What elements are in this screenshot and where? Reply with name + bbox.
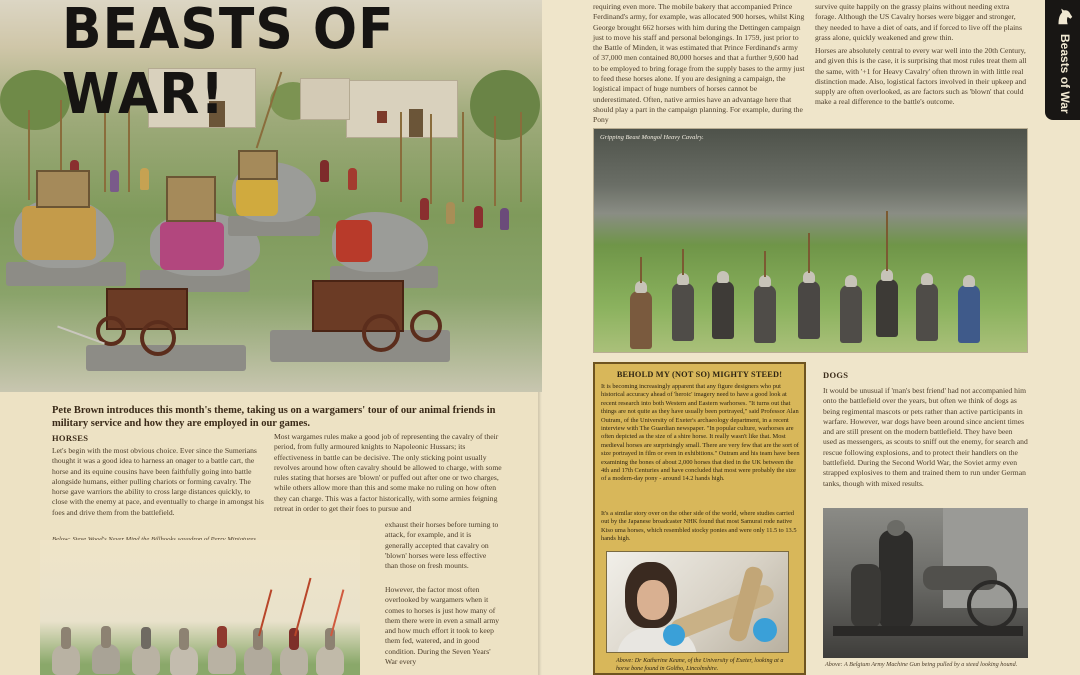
- dogs-text: It would be unusual if 'man's best friend' had not accompanied him onto the battlefield over the years, but often we think of dogs as being regimental mascots or pets rather than active participants in warfare. However, war dogs have been around since ancient times and are still present on the modern battlefield. They have been used as messengers, as scouts to sniff out the enemy, for search and rescue following explosions, and to protect their handlers on the battlefield. During the Second World War, the Soviet army even strapped explosives to them and trained them to run under German tanks, though with mixed results.: [823, 386, 1028, 488]
- horses-col1-text: Let's begin with the most obvious choice. Ever since the Sumerians thought it was a good idea to harness an onager to a battle cart, the horse and its equine cousins have been faithfully going into battle alongside humans, either pulling chariots or forming cavalry. The horse gave warriors the ability to cross large distances quickly, to close with the enemy at pace, and eventually to charge in amongst his foes and drive them from the battlefield.: [52, 446, 264, 517]
- hero-photo-elephants-chariots: [0, 0, 542, 392]
- horses-col2-end-text: However, the factor most often overlooked by wargamers when it comes to horses is just how many of them there were in even a small army and how much effort it took to keep them fed, watered, and in good condition. During the Seven Years' War every: [385, 585, 500, 667]
- horses-col2-text: Most wargames rules make a good job of representing the cavalry of their period, from fully armoured knights to Napoleonic Hussars; its effectiveness in battle can be decisive. The only sticking point usually revolves around how often cavalry should be allowed to charge, with some rules stating that horses are 'blown' or puffed out after one or two charges, while others allow more than this and some make no ruling on how often they can charge. This was a factor historically, with some armies feigning retreat in order to get their foes to pursue and: [274, 432, 502, 514]
- mongol-cavalry-photo: [593, 128, 1028, 353]
- right-col2-text-p2: Horses are absolutely central to every war well into the 20th Century, and given this is the case, it is surprising that most rules treat them all the same, with '+1 for Heavy Cavalry' often thrown in with little real distinction made. Also, logistical factors involved in their upkeep and supply are often overlooked, as are factors such as 'blown' that could make a real difference to the battle's outcome.: [815, 46, 1027, 107]
- researcher-photo-caption: Above: Dr Katherine Keane, of the University of Exeter, looking at a horse bone found in Goltho, Lincolnshire.: [616, 658, 784, 672]
- intro-standfirst: Pete Brown introduces this month's theme, taking us on a wargamers' tour of our animal friends in military service and how they are employed in our games.: [52, 405, 496, 429]
- mongol-photo-caption: Gripping Beast Mongol Heavy Cavalry.: [600, 134, 704, 141]
- belgium-dog-cart-photo: [823, 508, 1028, 658]
- horses-heading: HORSES: [52, 433, 89, 443]
- section-tab: [1043, 0, 1080, 122]
- horses-col2-wrap-text: exhaust their horses before turning to attack, for example, and it is generally accepted that cavalry on 'blown' horses were less effective than those on fresh mounts.: [385, 520, 499, 571]
- researcher-horse-bone-photo: [606, 551, 789, 653]
- sidebar-text-p2: It's a similar story over on the other side of the world, where studies carried out by the Japanese broadcaster NHK found that most Samurai rode native Kiso uma horses, which resembled stocky ponies and were only 11.5 to 13.5 hands high.: [601, 510, 797, 543]
- page-title: BEASTS OF WAR!: [62, 0, 395, 127]
- cavalry-photo-knights: [40, 540, 360, 675]
- dogs-heading: DOGS: [823, 370, 849, 380]
- right-col1-text: requiring even more. The mobile bakery that accompanied Prince Ferdinand's army, for example, was allocated 900 horses, whilst King George brought 662 horses with him during the Dettingen campaign just to move his staff and personal belongings. In 1759, just prior to the Battle of Minden, it was estimated that Prince Ferdinand's army of 37,000 men contained 80,000 horses and that a further 9,600 had to be employed to bring forage from the supply bases to the army just to feed these horses alone. If you are designing a campaign, the logistical impact of huge numbers of horses cannot be underestimated. Often, native armies have an advantage here that should play a part in the campaign planning. For example, during the Pony: [593, 2, 805, 125]
- sidebar-title: BEHOLD MY (NOT SO) MIGHTY STEED!: [616, 370, 783, 379]
- right-col2-text-p1: survive quite happily on the grassy plains without needing extra forage. Although the US Cavalry horses were bigger and stronger, they needed to have a diet of oats, and if forced to live off the plains grass alone, quickly weakened and grew thin.: [815, 2, 1022, 42]
- sidebar-text-p1: It is becoming increasingly apparent that any figure designers who put historical accuracy ahead of 'heroic' imagery need to have a good look at recent research into both Western and Eastern warhorses. "It turns out that things are not quite as they have usually been portrayed," said Professor Alan Outram, of the University of Exeter's archaeology department, in a recent interview with The Guardian newspaper. "In popular culture, warhorses are often depicted as the size of a shire horse. It really wasn't like that. Most medieval horses are surprisingly small. There are very few that are the sort of size portrayed in film or even in exhibitions." Outram and his team have been examining the bones of about 2,000 horses that died in the UK between the 4th and 17th Centuries and have concluded that most were probably the size of a modern-day pony - around 14.2 hands high.: [601, 383, 800, 483]
- horse-head-icon: [1053, 5, 1075, 27]
- belgium-photo-caption: Above: A Belgium Army Machine Gun being pulled by a steed looking hound.: [825, 661, 1018, 668]
- section-tab-label: Beasts of War: [1058, 34, 1072, 114]
